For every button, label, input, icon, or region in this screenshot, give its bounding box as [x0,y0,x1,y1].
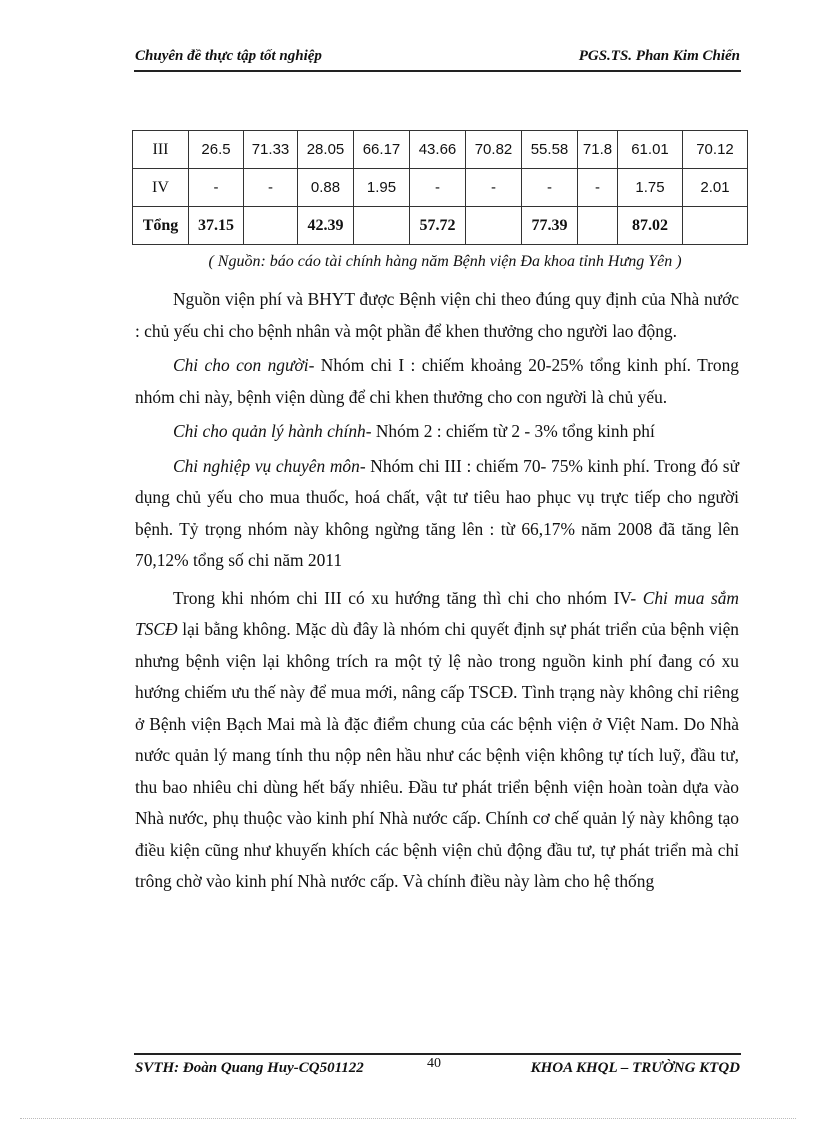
table-cell: 71.8 [578,131,618,169]
page-bottom-divider [20,1118,796,1119]
page-number: 40 [427,1056,441,1071]
expense-table [132,130,748,245]
table-cell: - [522,169,578,207]
table-cell: 70.82 [466,131,522,169]
footer-right-text: KHOA KHQL – TRƯỜNG KTQD [530,1060,740,1076]
paragraph-3 [135,416,739,448]
table-cell: 26.5 [189,131,244,169]
table-source-note: ( Nguồn: báo cáo tài chính hàng năm Bệnh viện Đa khoa tỉnh Hưng Yên ) [208,253,682,270]
paragraph-3-lead: Chi cho quản lý hành chính [173,421,366,441]
table-cell: 70.12 [683,131,748,169]
table-cell: Tổng [133,207,189,245]
table-cell [466,207,522,245]
table-cell: 77.39 [522,207,578,245]
paragraph-2-lead: Chi cho con người [173,355,309,375]
paragraph-1: Nguồn viện phí và BHYT được Bệnh viện chi theo đúng quy định của Nhà nước : chủ yếu chi cho bệnh nhân và một phần để khen thưởng cho người lao động. [135,289,739,341]
table-cell: 57.72 [410,207,466,245]
table-cell: 0.88 [298,169,354,207]
table-cell: 43.66 [410,131,466,169]
header-left-text: Chuyên đề thực tập tốt nghiệp [135,48,322,64]
table-row-iv [133,169,748,207]
table-cell: 66.17 [354,131,410,169]
table-cell: 2.01 [683,169,748,207]
table-cell [578,207,618,245]
paragraph-3-text: - Nhóm 2 : chiếm từ 2 - 3% tổng kinh phí [365,421,655,441]
header-right-text: PGS.TS. Phan Kim Chiến [578,48,740,64]
paragraph-4-lead: Chi nghiệp vụ chuyên môn [173,455,360,476]
table-cell: - [466,169,522,207]
page-header [134,46,741,72]
paragraph-2 [135,350,739,413]
paragraph-5-pre: Trong khi nhóm chi III có xu hướng tăng thì chi cho nhóm IV- [173,587,643,608]
table-cell [683,207,748,245]
table-cell: IV [133,169,189,207]
table-cell [354,207,410,245]
table-cell: 28.05 [298,131,354,169]
table-cell: - [244,169,298,207]
paragraph-4 [135,451,739,577]
paragraph-4-text: - Nhóm chi III : chiếm 70- 75% kinh phí. Trong đó sử dụng chủ yếu cho mua thuốc, hoá chất, vật tư tiêu hao phục vụ trực tiếp cho người bệnh. Tỷ trọng nhóm này không ngừng tăng lên : từ 66,17% năm 2008 đã tăng lên 70,12% tổng số chi năm 2011 [135,455,739,570]
table-cell: - [410,169,466,207]
page-footer [134,1053,741,1085]
paragraph-2-text: - Nhóm chi I : chiếm khoảng 20-25% tổng kinh phí. Trong nhóm chi này, bệnh viện dùng để chi khen thưởng cho con người là chủ yếu. [135,355,739,407]
table-cell: III [133,131,189,169]
footer-left-text: SVTH: Đoàn Quang Huy-CQ501122 [135,1060,364,1076]
table-cell: 61.01 [618,131,683,169]
table-row-total [133,207,748,245]
table-cell: 71.33 [244,131,298,169]
table-cell: 87.02 [618,207,683,245]
paragraph-5-text: lại bằng không. Mặc dù đây là nhóm chi quyết định sự phát triển của bệnh viện nhưng bệnh viện lại không trích ra một tỷ lệ nào trong nguồn kinh phí đang có xu hướng chiếm ưu thế này để mua mới, nâng cấp TSCĐ. Tình trạng này không chỉ riêng ở Bệnh viện Bạch Mai mà là đặc điểm chung của các bệnh viện ở Việt Nam. Do Nhà nước quản lý mang tính thu nộp nên hầu như các bệnh viện không tự tích luỹ, đầu tư, thu bao nhiêu chi dùng hết bấy nhiêu. Đầu tư phát triển bệnh viện hoàn toàn dựa vào Nhà nước, phụ thuộc vào kinh phí Nhà nước cấp. Chính cơ chế quản lý này không tạo điều kiện cũng như khuyến khích các bệnh viện chủ động đầu tư, tự phát triển mà chỉ trông chờ vào kinh phí Nhà nước cấp. Và chính điều này làm cho hệ thống [135,619,739,891]
table-cell: 55.58 [522,131,578,169]
paragraph-5 [135,583,739,898]
table-cell: 37.15 [189,207,244,245]
paragraph-5-italic: Chi mua sắm TSCĐ [135,587,739,639]
table-cell: - [578,169,618,207]
table-cell: 1.95 [354,169,410,207]
table-cell: 1.75 [618,169,683,207]
table-cell: - [189,169,244,207]
table-cell [244,207,298,245]
body-text [135,284,739,898]
table-cell: 42.39 [298,207,354,245]
table-row-iii [133,131,748,169]
